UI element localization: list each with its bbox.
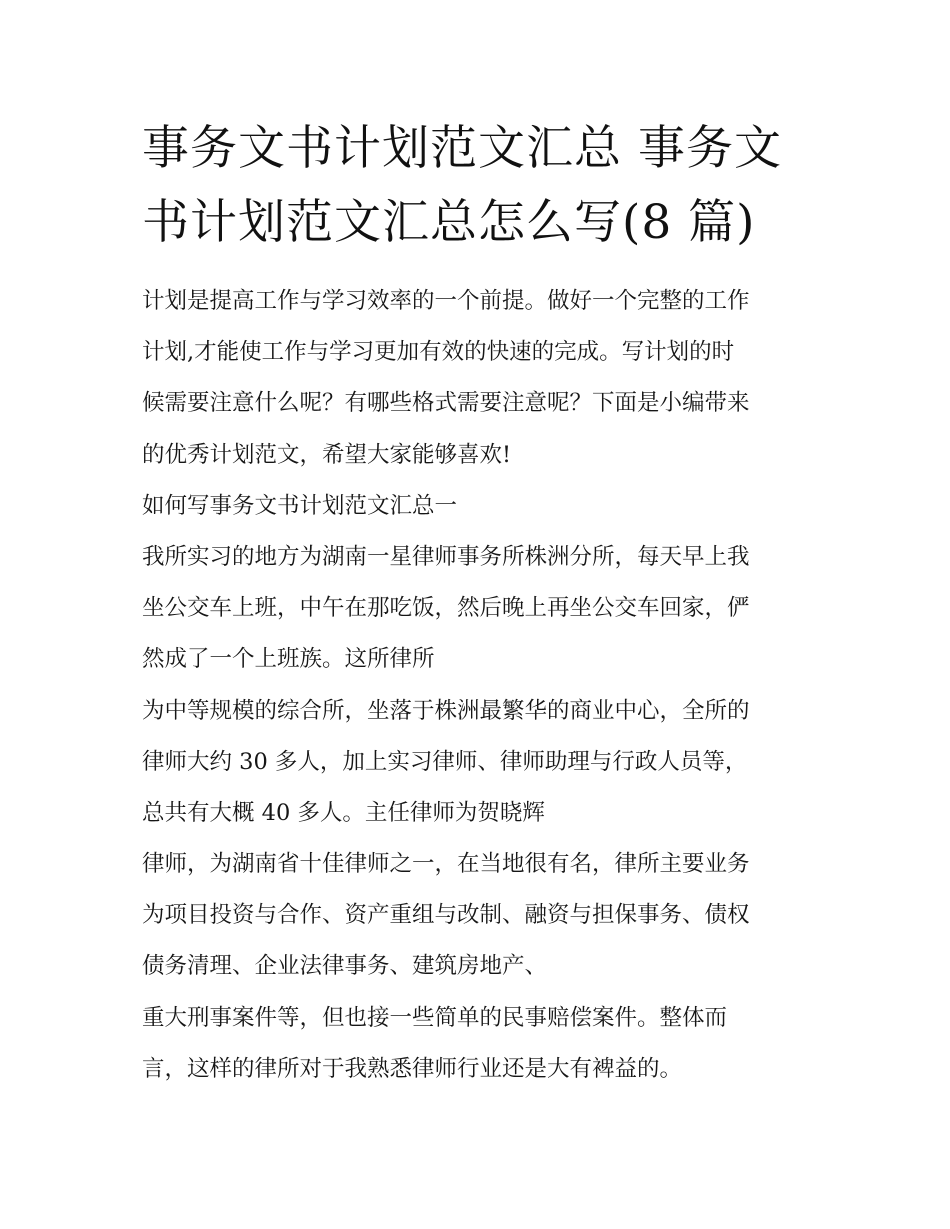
body-line: 重大刑事案件等，但也接一些简单的民事赔偿案件。整体而 — [142, 1004, 728, 1031]
body-line: 计划,才能使工作与学习更加有效的快速的完成。写计划的时 — [142, 339, 735, 366]
body-line: 坐公交车上班，中午在那吃饭，然后晚上再坐公交车回家，俨 — [142, 595, 750, 622]
title-line: 书计划范文汇总怎么写(8 篇) — [142, 195, 756, 250]
body-line: 律师大约 30 多人，加上实习律师、律师助理与行政人员等， — [142, 748, 748, 775]
body-line: 候需要注意什么呢？有哪些格式需要注意呢？下面是小编带来 — [142, 390, 750, 417]
body-line: 律师，为湖南省十佳律师之一，在当地很有名，律所主要业务 — [142, 851, 750, 878]
body-line: 债务清理、企业法律事务、建筑房地产、 — [142, 953, 548, 980]
body-line: 言，这样的律所对于我熟悉律师行业还是大有裨益的。 — [142, 1055, 683, 1082]
body-line: 然成了一个上班族。这所律所 — [142, 646, 435, 673]
title-line: 事务文书计划范文汇总 事务文 — [142, 121, 782, 176]
body-line: 的优秀计划范文，希望大家能够喜欢! — [142, 441, 512, 468]
section-heading: 如何写事务文书计划范文汇总一 — [142, 492, 458, 519]
body-line: 计划是提高工作与学习效率的一个前提。做好一个完整的工作 — [142, 288, 750, 314]
body-line: 为项目投资与合作、资产重组与改制、融资与担保事务、债权 — [142, 902, 750, 929]
body-line: 我所实习的地方为湖南一星律师事务所株洲分所，每天早上我 — [142, 543, 750, 570]
document-body — [142, 276, 832, 1095]
body-line: 为中等规模的综合所，坐落于株洲最繁华的商业中心，全所的 — [142, 697, 750, 724]
document-title — [142, 112, 822, 260]
body-line: 总共有大概 40 多人。主任律师为贺晓辉 — [142, 799, 545, 826]
